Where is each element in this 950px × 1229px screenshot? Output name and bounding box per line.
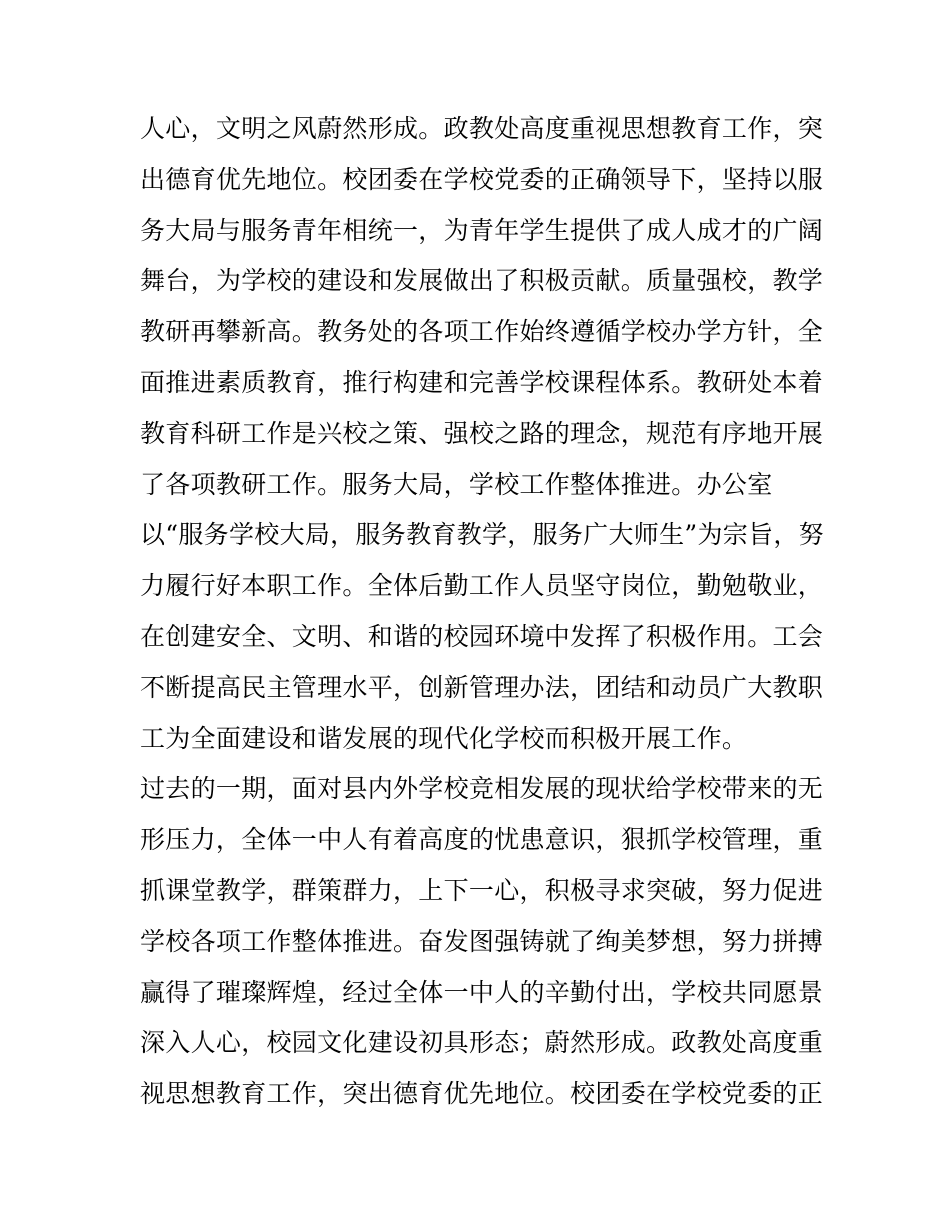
- text-line: 形压力，全体一中人有着高度的忧患意识，狠抓学校管理，重: [140, 825, 824, 855]
- text-line: 面推进素质教育，推行构建和完善学校课程体系。教研处本着: [140, 367, 824, 397]
- text-line: 抓课堂教学，群策群力，上下一心，积极寻求突破，努力促进: [140, 875, 824, 905]
- text-line: 学校各项工作整体推进。奋发图强铸就了绚美梦想，努力拼搏: [140, 926, 824, 956]
- text-line: 教育科研工作是兴校之策、强校之路的理念，规范有序地开展: [140, 418, 824, 448]
- text-line: 了各项教研工作。服务大局，学校工作整体推进。办公室: [140, 469, 773, 499]
- text-line: 过去的一期，面对县内外学校竞相发展的现状给学校带来的无: [140, 774, 824, 804]
- text-line: 出德育优先地位。校团委在学校党委的正确领导下，坚持以服: [140, 164, 824, 194]
- text-line: 赢得了璀璨辉煌，经过全体一中人的辛勤付出，学校共同愿景: [140, 977, 824, 1007]
- text-line: 务大局与服务青年相统一，为青年学生提供了成人成才的广阔: [140, 215, 824, 245]
- text-line: 力履行好本职工作。全体后勤工作人员坚守岗位，勤勉敬业，: [140, 571, 824, 601]
- body-text: [140, 104, 824, 1120]
- text-line: 以“服务学校大局，服务教育教学，服务广大师生”为宗旨，努: [140, 520, 824, 550]
- text-line: 教研再攀新高。教务处的各项工作始终遵循学校办学方针，全: [140, 317, 824, 347]
- text-line: 舞台，为学校的建设和发展做出了积极贡献。质量强校，教学: [140, 266, 824, 296]
- text-line: 视思想教育工作，突出德育优先地位。校团委在学校党委的正: [140, 1079, 824, 1109]
- text-line: 工为全面建设和谐发展的现代化学校而积极开展工作。: [140, 723, 748, 753]
- text-line: 人心，文明之风蔚然形成。政教处高度重视思想教育工作，突: [140, 114, 824, 143]
- text-line: 深入人心，校园文化建设初具形态；蔚然形成。政教处高度重: [140, 1028, 824, 1058]
- text-line: 在创建安全、文明、和谐的校园环境中发挥了积极作用。工会: [140, 621, 824, 651]
- text-line: 不断提高民主管理水平，创新管理办法，团结和动员广大教职: [140, 672, 824, 702]
